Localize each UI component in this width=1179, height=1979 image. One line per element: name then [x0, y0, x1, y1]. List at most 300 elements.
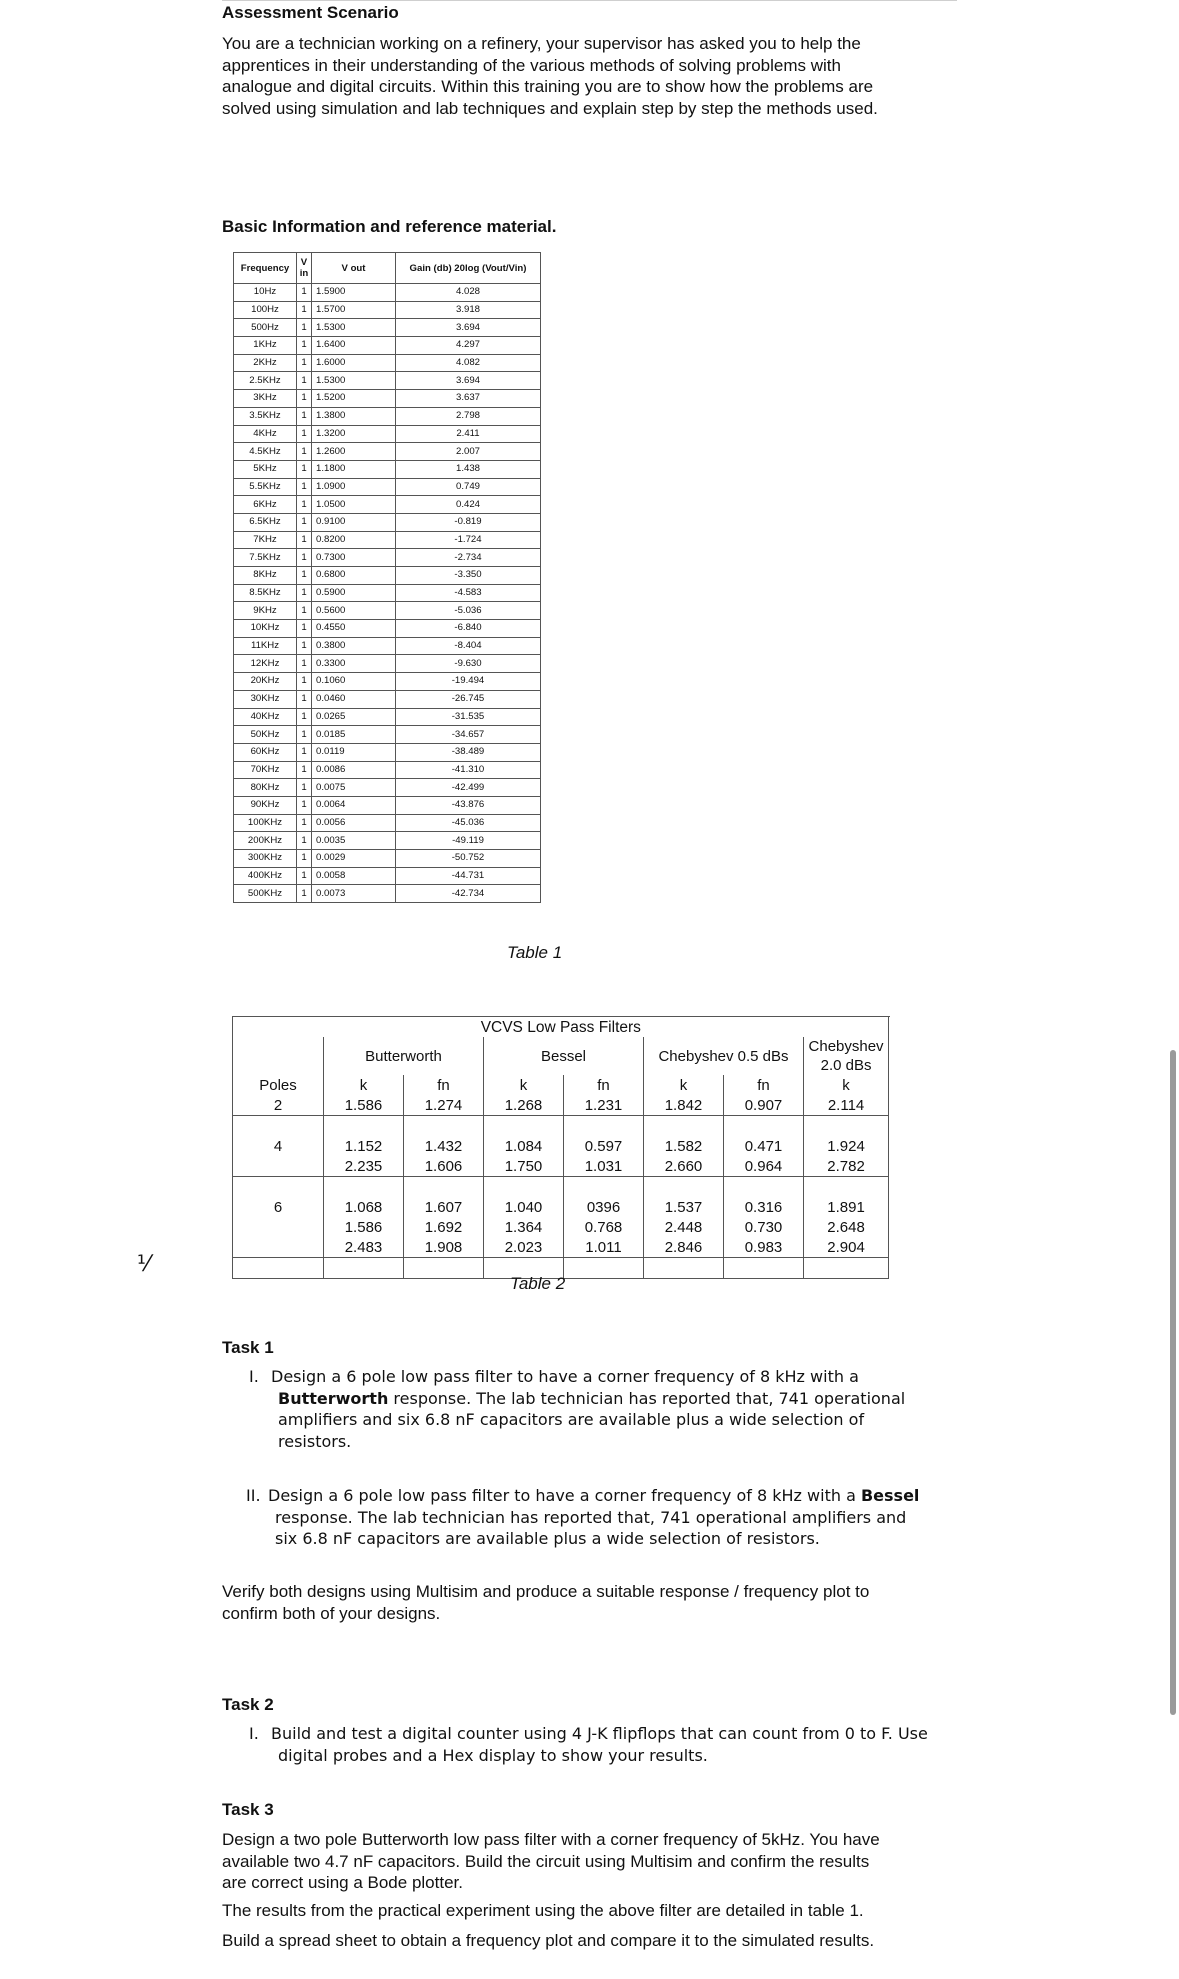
table-row	[233, 1237, 889, 1258]
item-number: I.	[249, 1724, 259, 1743]
table-cell	[724, 1258, 804, 1279]
table-cell: 0.0056	[312, 814, 396, 832]
table-cell: 200KHz	[234, 832, 297, 850]
table-cell: 2.904	[804, 1237, 889, 1258]
table-cell	[724, 1177, 804, 1198]
table-cell: 30KHz	[234, 690, 297, 708]
results-note: The results from the practical experiment using the above filter are detailed in table 1.	[222, 1901, 864, 1920]
table-cell: 1.586	[324, 1217, 404, 1237]
table-cell: 1	[297, 796, 312, 814]
table-cell: 1.891	[804, 1197, 889, 1217]
table-cell: 0.5600	[312, 602, 396, 620]
table-cell	[484, 1177, 564, 1198]
table-cell: 2.5KHz	[234, 372, 297, 390]
table-row	[234, 602, 541, 620]
table-row	[234, 549, 541, 567]
table-cell: 3.694	[396, 372, 541, 390]
table-cell: 1.364	[484, 1217, 564, 1237]
table-row	[234, 743, 541, 761]
table-cell: -3.350	[396, 567, 541, 585]
table-cell: 1.0500	[312, 496, 396, 514]
table-row	[234, 796, 541, 814]
table-cell: 1	[297, 567, 312, 585]
table-cell: 0.3300	[312, 655, 396, 673]
table-row	[234, 832, 541, 850]
table-cell: 0.749	[396, 478, 541, 496]
task-text: resistors.	[278, 1431, 352, 1451]
table-cell: 1	[297, 496, 312, 514]
table-cell: 0.7300	[312, 549, 396, 567]
table-cell: 4.082	[396, 354, 541, 372]
table-cell: 0.0265	[312, 708, 396, 726]
table-cell	[644, 1177, 724, 1198]
table-cell: 4.297	[396, 337, 541, 355]
table-cell: -6.840	[396, 620, 541, 638]
table-cell: 1.5700	[312, 301, 396, 319]
table-cell: 1.6000	[312, 354, 396, 372]
table-cell: 0.316	[724, 1197, 804, 1217]
table-cell: 6.5KHz	[234, 513, 297, 531]
table-cell	[484, 1116, 564, 1137]
table-cell: 1	[297, 637, 312, 655]
scenario-line: You are a technician working on a refinery, your supervisor has asked you to help the	[222, 34, 861, 53]
table-cell: 1.031	[564, 1156, 644, 1177]
table-cell: 1	[297, 814, 312, 832]
table-cell	[233, 1217, 324, 1237]
table-cell: 500Hz	[234, 319, 297, 337]
table-cell: 3.637	[396, 390, 541, 408]
table-cell: -42.734	[396, 885, 541, 903]
table-cell: 1	[297, 850, 312, 868]
table-cell: 0.0086	[312, 761, 396, 779]
table-cell	[404, 1116, 484, 1137]
table-cell: 2.448	[644, 1217, 724, 1237]
table-cell: -38.489	[396, 743, 541, 761]
table-row	[234, 655, 541, 673]
subheader-poles: Poles	[233, 1075, 324, 1095]
vertical-scrollbar[interactable]	[1170, 1050, 1176, 1715]
table-cell: 1	[297, 478, 312, 496]
table-cell: 3KHz	[234, 390, 297, 408]
table-cell: 1	[297, 867, 312, 885]
table-cell: 4.5KHz	[234, 443, 297, 461]
table-cell	[324, 1177, 404, 1198]
table-cell: -31.535	[396, 708, 541, 726]
table-cell: 0.3800	[312, 637, 396, 655]
table-cell: 1	[297, 885, 312, 903]
table-cell: 100Hz	[234, 301, 297, 319]
table-cell: 10Hz	[234, 284, 297, 302]
table-cell: 1	[297, 743, 312, 761]
table-cell: 1	[297, 425, 312, 443]
table-cell: 0396	[564, 1197, 644, 1217]
table-cell	[804, 1258, 889, 1279]
table-row	[234, 814, 541, 832]
verify-paragraph	[222, 1581, 869, 1624]
scenario-line: analogue and digital circuits. Within this training you are to show how the problems are	[222, 77, 874, 96]
table-cell: 1.274	[404, 1095, 484, 1116]
table-row	[234, 337, 541, 355]
table-cell: 1	[297, 460, 312, 478]
table-cell: 1	[297, 620, 312, 638]
table-cell: 0.907	[724, 1095, 804, 1116]
table-cell: 1.068	[324, 1197, 404, 1217]
table-cell	[233, 1177, 324, 1198]
table-cell: 400KHz	[234, 867, 297, 885]
column-header-frequency: Frequency	[234, 253, 297, 284]
table-row	[234, 513, 541, 531]
table-cell: 5KHz	[234, 460, 297, 478]
table-cell: 1	[297, 531, 312, 549]
table-cell: -19.494	[396, 673, 541, 691]
table-row	[234, 708, 541, 726]
reference-heading: Basic Information and reference material.	[222, 217, 557, 236]
table-cell: 0.5900	[312, 584, 396, 602]
table-row	[234, 850, 541, 868]
table-cell: 1.6400	[312, 337, 396, 355]
table-cell: 1.3200	[312, 425, 396, 443]
table-row	[234, 637, 541, 655]
verify-line: Verify both designs using Multisim and produce a suitable response / frequency plot to	[222, 1582, 870, 1601]
column-header-gain: Gain (db) 20log (Vout/Vin)	[396, 253, 541, 284]
table-cell: 6	[233, 1197, 324, 1217]
subheader-k: k	[484, 1075, 564, 1095]
table-cell: 1.5300	[312, 319, 396, 337]
table-cell: 0.597	[564, 1136, 644, 1156]
table-row	[234, 726, 541, 744]
table-cell: 1	[297, 284, 312, 302]
table-row	[234, 372, 541, 390]
table-cell: 1	[297, 761, 312, 779]
table-cell: 8.5KHz	[234, 584, 297, 602]
table-cell: -4.583	[396, 584, 541, 602]
item-number: II.	[246, 1486, 261, 1505]
task-text: digital probes and a Hex display to show your results.	[278, 1745, 708, 1765]
table-cell	[724, 1116, 804, 1137]
table-cell: 1	[297, 407, 312, 425]
spreadsheet-note: Build a spread sheet to obtain a frequency plot and compare it to the simulated results.	[222, 1931, 875, 1950]
table-cell: 1.0900	[312, 478, 396, 496]
table-cell: 2.660	[644, 1156, 724, 1177]
task3-paragraph	[222, 1829, 880, 1894]
group-header-butterworth: Butterworth	[324, 1037, 484, 1075]
table-cell: 6KHz	[234, 496, 297, 514]
table-cell	[233, 1258, 324, 1279]
subheader-fn: fn	[564, 1075, 644, 1095]
column-header-vout: V out	[312, 253, 396, 284]
table-row	[234, 567, 541, 585]
task-emphasis: Bessel	[860, 1486, 920, 1505]
table-row	[234, 496, 541, 514]
table-cell: 1.750	[484, 1156, 564, 1177]
table-cell: 1.5900	[312, 284, 396, 302]
table-cell: 1.5300	[312, 372, 396, 390]
table-cell: 70KHz	[234, 761, 297, 779]
table-cell: 100KHz	[234, 814, 297, 832]
table-cell: 0.0035	[312, 832, 396, 850]
table-row	[234, 885, 541, 903]
task-text: response. The lab technician has reported that, 741 operational amplifiers and	[275, 1507, 907, 1527]
table-cell: 1	[297, 673, 312, 691]
table-cell: 4.028	[396, 284, 541, 302]
table-cell: 1	[297, 690, 312, 708]
table-row	[233, 1177, 889, 1198]
table-cell	[233, 1237, 324, 1258]
table-cell: -8.404	[396, 637, 541, 655]
table-cell: 20KHz	[234, 673, 297, 691]
table-cell: 0.0185	[312, 726, 396, 744]
item-number: I.	[249, 1367, 259, 1386]
table-cell: 1	[297, 602, 312, 620]
scenario-line: solved using simulation and lab techniques and explain step by step the methods used.	[222, 98, 878, 118]
task-emphasis: Butterworth	[278, 1388, 389, 1408]
vcvs-table-title: VCVS Low Pass Filters	[480, 1018, 641, 1036]
table-cell: 1.692	[404, 1217, 484, 1237]
table-cell: -9.630	[396, 655, 541, 673]
table-row	[234, 620, 541, 638]
table-cell: 1.084	[484, 1136, 564, 1156]
table-cell: -0.819	[396, 513, 541, 531]
table-row	[234, 460, 541, 478]
table-row	[233, 1136, 889, 1156]
table-cell: 1.606	[404, 1156, 484, 1177]
table-cell: 0.0460	[312, 690, 396, 708]
table-cell	[404, 1258, 484, 1279]
table-cell	[233, 1156, 324, 1177]
table-cell: 3.5KHz	[234, 407, 297, 425]
task-text: Design a 6 pole low pass filter to have a corner frequency of 8 kHz with a	[268, 1486, 861, 1505]
verify-line: confirm both of your designs.	[222, 1603, 441, 1623]
table-cell: 1	[297, 549, 312, 567]
table-row	[234, 531, 541, 549]
table-cell: 0.768	[564, 1217, 644, 1237]
table-cell: 2.411	[396, 425, 541, 443]
table-cell: 2.235	[324, 1156, 404, 1177]
table-row	[234, 779, 541, 797]
table-cell: 1	[297, 354, 312, 372]
table-cell: 0.0073	[312, 885, 396, 903]
subheader-k: k	[324, 1075, 404, 1095]
table-cell: 0.1060	[312, 673, 396, 691]
scenario-heading: Assessment Scenario	[222, 3, 399, 22]
table-row	[233, 1197, 889, 1217]
table-cell: 500KHz	[234, 885, 297, 903]
table-row	[233, 1156, 889, 1177]
table-cell	[564, 1258, 644, 1279]
task3-heading: Task 3	[222, 1800, 274, 1819]
table-cell: 4	[233, 1136, 324, 1156]
task-text: Build and test a digital counter using 4 J-K flipflops that can count from 0 to F. Use	[271, 1724, 928, 1743]
task-text: response. The lab technician has reported that, 741 operational	[388, 1388, 906, 1408]
scenario-line: apprentices in their understanding of the various methods of solving problems with	[222, 55, 841, 75]
table-cell: 1.1800	[312, 460, 396, 478]
task2-item-1	[249, 1723, 969, 1766]
table-row	[234, 673, 541, 691]
table-cell: 300KHz	[234, 850, 297, 868]
table-cell: 2.782	[804, 1156, 889, 1177]
table-cell	[564, 1177, 644, 1198]
table-cell: 60KHz	[234, 743, 297, 761]
task-text: amplifiers and six 6.8 nF capacitors are available plus a wide selection of	[278, 1410, 865, 1429]
table-cell: 0.983	[724, 1237, 804, 1258]
table-cell: 0.0075	[312, 779, 396, 797]
subheader-fn: fn	[724, 1075, 804, 1095]
table-cell: 2.483	[324, 1237, 404, 1258]
margin-mark: ⅟	[137, 1252, 150, 1277]
table-cell: 1.582	[644, 1136, 724, 1156]
table-cell: 1KHz	[234, 337, 297, 355]
table-cell: 1.924	[804, 1136, 889, 1156]
table-cell: 2.023	[484, 1237, 564, 1258]
group-header-chebyshev-20: Chebyshev 2.0 dBs	[804, 1037, 889, 1075]
table-cell: 0.471	[724, 1136, 804, 1156]
table-cell: 12KHz	[234, 655, 297, 673]
measurement-table	[233, 252, 541, 903]
table-cell: 1.908	[404, 1237, 484, 1258]
table-cell	[233, 1116, 324, 1137]
table-cell: 40KHz	[234, 708, 297, 726]
table-cell: 1.268	[484, 1095, 564, 1116]
task3-line: available two 4.7 nF capacitors. Build the circuit using Multisim and confirm the results	[222, 1851, 870, 1871]
table-cell: 11KHz	[234, 637, 297, 655]
table-cell: -5.036	[396, 602, 541, 620]
table1-caption: Table 1	[507, 943, 563, 962]
table-cell: 2.007	[396, 443, 541, 461]
table-row	[234, 284, 541, 302]
table-cell: 0.8200	[312, 531, 396, 549]
table-cell: 3.694	[396, 319, 541, 337]
table-cell: 50KHz	[234, 726, 297, 744]
table-cell: 1	[297, 301, 312, 319]
table-cell: 10KHz	[234, 620, 297, 638]
table-cell	[564, 1116, 644, 1137]
vcvs-filter-table	[232, 1016, 889, 1279]
table-cell: -50.752	[396, 850, 541, 868]
table-cell: -41.310	[396, 761, 541, 779]
task1-heading: Task 1	[222, 1338, 274, 1357]
table-cell: 2.114	[804, 1095, 889, 1116]
table-cell: 1	[297, 708, 312, 726]
table-cell: 1	[297, 319, 312, 337]
table-cell: 1.586	[324, 1095, 404, 1116]
table-cell: -45.036	[396, 814, 541, 832]
table-cell: -26.745	[396, 690, 541, 708]
task3-line: Design a two pole Butterworth low pass filter with a corner frequency of 5kHz. You have	[222, 1830, 880, 1849]
table-cell: -2.734	[396, 549, 541, 567]
table-row	[234, 584, 541, 602]
table-cell: -43.876	[396, 796, 541, 814]
table-cell: 2.648	[804, 1217, 889, 1237]
task2-heading: Task 2	[222, 1695, 274, 1714]
table-cell	[324, 1116, 404, 1137]
table-cell: 0.0058	[312, 867, 396, 885]
table-cell: 2.846	[644, 1237, 724, 1258]
table-cell: 1	[297, 584, 312, 602]
table-row	[233, 1217, 889, 1237]
table-cell: 1.040	[484, 1197, 564, 1217]
table-cell: 0.0064	[312, 796, 396, 814]
table-row	[234, 690, 541, 708]
table-cell	[644, 1258, 724, 1279]
subheader-fn: fn	[404, 1075, 484, 1095]
table-cell: 1	[297, 337, 312, 355]
table-cell: -49.119	[396, 832, 541, 850]
table-cell: 1.537	[644, 1197, 724, 1217]
table-cell: 1	[297, 513, 312, 531]
table-cell: 7KHz	[234, 531, 297, 549]
table-cell	[644, 1116, 724, 1137]
table-cell: 1	[297, 655, 312, 673]
table-cell: 1	[297, 443, 312, 461]
table-row	[234, 443, 541, 461]
table-cell: 3.918	[396, 301, 541, 319]
table-cell: 9KHz	[234, 602, 297, 620]
group-header-bessel: Bessel	[484, 1037, 644, 1075]
task3-line: are correct using a Bode plotter.	[222, 1873, 463, 1892]
table-cell: 1	[297, 726, 312, 744]
table-cell: 0.730	[724, 1217, 804, 1237]
table-cell: 2KHz	[234, 354, 297, 372]
group-header-chebyshev-05: Chebyshev 0.5 dBs	[644, 1037, 804, 1075]
table-cell: 8KHz	[234, 567, 297, 585]
task-text: six 6.8 nF capacitors are available plus a wide selection of resistors.	[275, 1529, 820, 1548]
table2-caption: Table 2	[510, 1274, 566, 1293]
table-cell: 7.5KHz	[234, 549, 297, 567]
table-row	[234, 867, 541, 885]
table-cell	[233, 1037, 324, 1075]
table-row	[233, 1095, 889, 1116]
table-cell: 1.231	[564, 1095, 644, 1116]
table-cell	[804, 1177, 889, 1198]
table-cell: 5.5KHz	[234, 478, 297, 496]
table-cell: 4KHz	[234, 425, 297, 443]
table-row	[234, 478, 541, 496]
table-cell: 1.2600	[312, 443, 396, 461]
table-cell: -42.499	[396, 779, 541, 797]
table-cell: 0.9100	[312, 513, 396, 531]
table-cell: 0.964	[724, 1156, 804, 1177]
table-cell: 80KHz	[234, 779, 297, 797]
table-cell: 0.4550	[312, 620, 396, 638]
table-cell: 0.6800	[312, 567, 396, 585]
task1-item-2	[246, 1485, 966, 1550]
table-cell: 1.842	[644, 1095, 724, 1116]
table-cell: 0.0029	[312, 850, 396, 868]
table-cell	[404, 1177, 484, 1198]
table-cell	[804, 1116, 889, 1137]
table-cell: 1.607	[404, 1197, 484, 1217]
column-header-vin: V in	[297, 253, 312, 284]
top-divider	[222, 0, 957, 1]
table-cell: 2	[233, 1095, 324, 1116]
task-text: Design a 6 pole low pass filter to have a corner frequency of 8 kHz with a	[271, 1367, 859, 1386]
table-cell: 1.011	[564, 1237, 644, 1258]
table-row	[234, 319, 541, 337]
table-row	[234, 354, 541, 372]
table-cell: 1.438	[396, 460, 541, 478]
table-row	[234, 407, 541, 425]
table-cell: 0.424	[396, 496, 541, 514]
table-row	[234, 761, 541, 779]
measurement-table-body	[234, 284, 541, 903]
table-cell: -34.657	[396, 726, 541, 744]
table-cell: -44.731	[396, 867, 541, 885]
table-cell: 1	[297, 779, 312, 797]
subheader-k: k	[644, 1075, 724, 1095]
table-cell: 1	[297, 372, 312, 390]
table-cell: 1.5200	[312, 390, 396, 408]
table-cell: 1.152	[324, 1136, 404, 1156]
